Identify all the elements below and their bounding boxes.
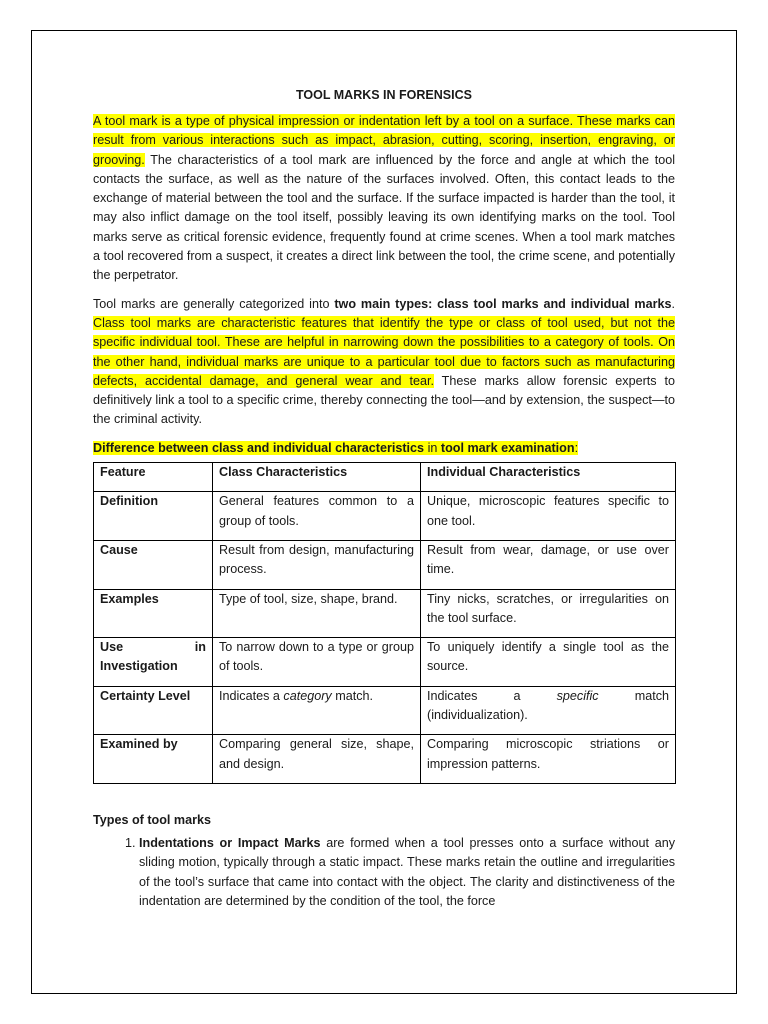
table-cell-class: Type of tool, size, shape, brand. bbox=[213, 589, 421, 638]
table-cell-feature: Examples bbox=[94, 589, 213, 638]
table-cell-individual: Unique, microscopic features specific to one tool. bbox=[421, 492, 676, 541]
table-cell-feature: Certainty Level bbox=[94, 686, 213, 735]
paragraph-text: The characteristics of a tool mark are influenced by the force and angle at which the tool contacts the surface, as well as the nature of the surfaces involved. Often, this contact leads to the exchange of material between the tool and the surface. If the surface impacted is harder than the tool, it may also inflict damage on the tool itself, possibly leaving its own identifying marks on the tool. Tool marks serve as critical forensic evidence, frequently found at crime scenes. When a tool mark matches a tool recovered from a suspect, it creates a direct link between the tool, the crime scene, and potentially the perpetrator. bbox=[93, 152, 675, 283]
document-title: TOOL MARKS IN FORENSICS bbox=[296, 88, 472, 102]
table-cell-class: To narrow down to a type or group of tools. bbox=[213, 638, 421, 687]
list-item bbox=[139, 834, 675, 911]
table-cell-class: Result from design, manufacturing process. bbox=[213, 540, 421, 589]
table-row bbox=[94, 638, 676, 687]
table-row bbox=[94, 492, 676, 541]
types-heading: Types of tool marks bbox=[93, 812, 212, 827]
paragraph-categories bbox=[93, 295, 675, 430]
table-header-cell: Feature bbox=[94, 463, 213, 492]
paragraph-text: . bbox=[671, 296, 675, 311]
highlighted-text: Class tool marks are characteristic features that identify the type or class of tool used, but not the specific individual tool. These are helpful in narrowing down the possibilities to a category of tools. On the other hand, individual marks are unique to a particular tool due to factors such as manufacturing defects, accidental damage, and general wear and tear. bbox=[93, 315, 675, 388]
cell-text: Indicates a bbox=[427, 688, 557, 703]
paragraph-text: Tool marks are generally categorized into bbox=[93, 296, 335, 311]
table-cell-individual: To uniquely identify a single tool as the source. bbox=[421, 638, 676, 687]
table-cell-feature: Examined by bbox=[94, 735, 213, 784]
difference-heading-bold-2: tool mark examination bbox=[440, 440, 575, 455]
table-row bbox=[94, 589, 676, 638]
table-cell-individual: Result from wear, damage, or use over time. bbox=[421, 540, 676, 589]
types-list bbox=[93, 834, 675, 911]
table-header-row bbox=[94, 463, 676, 492]
table-header-cell: Individual Characteristics bbox=[421, 463, 676, 492]
table-cell-individual: Tiny nicks, scratches, or irregularities on the tool surface. bbox=[421, 589, 676, 638]
table-cell-class: General features common to a group of tools. bbox=[213, 492, 421, 541]
cell-emphasis: category bbox=[283, 688, 332, 703]
table-cell-individual bbox=[421, 686, 676, 735]
list-item-bold: Indentations or Impact Marks bbox=[139, 835, 321, 850]
difference-heading-bold: Difference between class and individual characteristics bbox=[93, 440, 425, 455]
difference-heading-in: in bbox=[424, 440, 441, 455]
table-cell-feature: Definition bbox=[94, 492, 213, 541]
paragraph-text: These marks allow forensic experts to definitively link a tool to a specific crime, thereby connecting the tool—and by extension, the suspect—to the criminal activity. bbox=[93, 373, 675, 427]
comparison-table bbox=[93, 462, 676, 784]
table-cell-feature: Use in Investigation bbox=[94, 638, 213, 687]
highlighted-text: A tool mark is a type of physical impression or indentation left by a tool on a surface. These marks can result from various interactions such as impact, abrasion, cutting, scoring, insertion, engraving, or grooving. bbox=[93, 114, 675, 167]
cell-emphasis: specific bbox=[556, 688, 599, 703]
table-cell-individual: Comparing microscopic striations or impression patterns. bbox=[421, 735, 676, 784]
table-cell-feature: Cause bbox=[94, 540, 213, 589]
table-row bbox=[94, 735, 676, 784]
paragraph-definition bbox=[93, 112, 675, 286]
bold-text: two main types: class tool marks and individual marks bbox=[334, 296, 672, 311]
table-header-cell: Class Characteristics bbox=[213, 463, 421, 492]
document-body bbox=[93, 88, 675, 911]
cell-text: match. bbox=[331, 688, 374, 703]
difference-heading-colon: : bbox=[574, 440, 579, 455]
table-cell-class bbox=[213, 686, 421, 735]
list-item-text: are formed when a tool presses onto a surface without any sliding motion, typically through a static impact. These marks retain the outline and irregularities of the tool’s surface that came into contact with the object. The clarity and distinctiveness of the indentation are determined by the condition of the tool, the force bbox=[139, 835, 675, 908]
cell-text: Indicates a bbox=[219, 688, 284, 703]
table-row bbox=[94, 686, 676, 735]
table-cell-class: Comparing general size, shape, and design. bbox=[213, 735, 421, 784]
table-row bbox=[94, 540, 676, 589]
difference-heading bbox=[93, 439, 675, 458]
cell-text: match (individualization). bbox=[427, 688, 669, 723]
